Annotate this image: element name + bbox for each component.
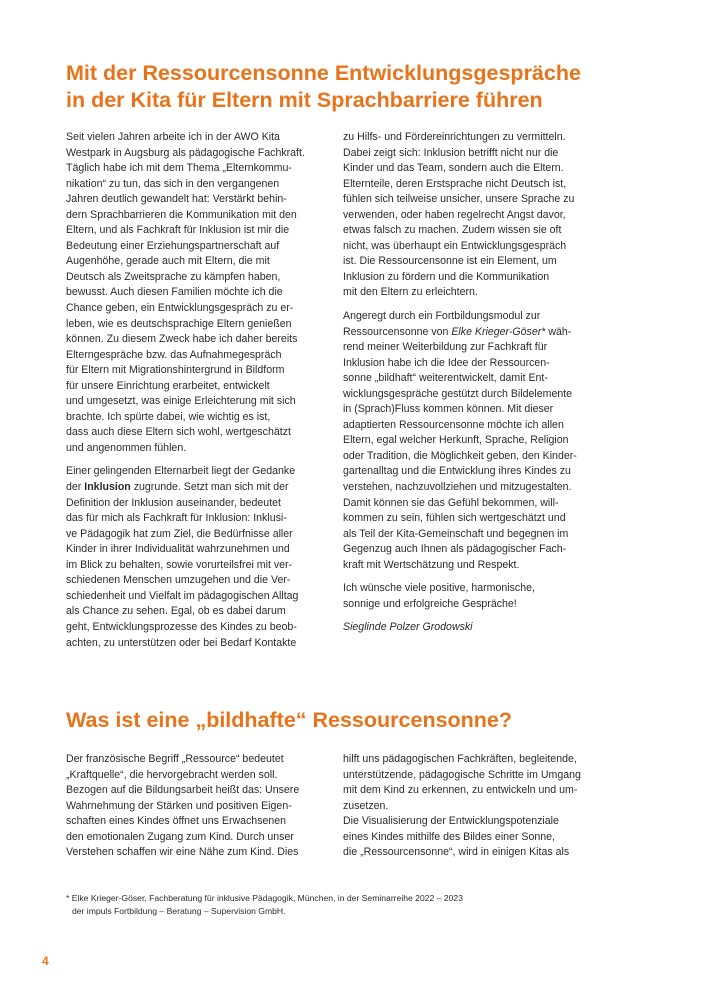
footnote-line-2: der impuls Fortbildung – Beratung – Supervision GmbH.: [72, 905, 286, 916]
paragraph-intro: Seit vielen Jahren arbeite ich in der AWO Kita Westpark in Augsburg als pädagogische Fachkraft. Täglich habe ich mit dem Thema „Elternkommu- nikation“ zu tun, das sich in den vergangenen Jahren deutlich gewandelt hat: Verstärkt behin- dern Sprachbarrieren die Kommunikation mit den Eltern, und als Fachkraft für Inklusion ist mir die Bedeutung einer Erziehungspartnerschaft auf Augenhöhe, gerade auch mit Eltern, die mit Deutsch als Zweitsprache zu kämpfen haben, bewusst. Auch diesen Familien möchte ich die Chance geben, ein Entwicklungsgespräch zu er- leben, wie es deutschsprachige Eltern genießen können. Zu diesem Zweck habe ich daher bereits Elterngespräche bzw. das Aufnahmegespräch für Eltern mit Migrationshintergrund in Bildform für unsere Einrichtung erarbeitet, entwickelt und umgesetzt, was einige Erleichterung mit sich brachte. Ich spürte dabei, wie wichtig es ist, dass auch diese Eltern sich wohl, wertgeschätzt und angenommen fühlen.: [66, 131, 305, 454]
author-signature: Sieglinde Polzer Grodowski: [343, 621, 473, 634]
paragraph-ressourcensonne: Angeregt durch ein Fortbildungsmodul zur Ressourcensonne von Elke Krieger-Göser* wäh- rend meiner Weiterbildung zur Fachkraft für Inklusion habe ich die Idee der Ressourcen- sonne „bildhaft“ weiterentwickelt, damit Ent- wicklungsgespräche gestützt durch Bildelemente in (Sprach)Fluss kommen können. Mit dieser adaptierten Ressourcensonne möchte ich allen Eltern, egal welcher Herkunft, Sprache, Religion oder Tradition, die Möglichkeit geben, den Kinder- gartenalltag und die Entwicklung ihres Kindes zu verstehen, nachzuvollziehen und mitzugestalten. Damit können sie das Gefühl bekommen, will- kommen zu sein, fühlen sich wertgeschätzt und als Teil der Kita-Gemeinschaft und begegnen im Gegenzug auch Ihnen als pädagogischer Fach- kraft mit Wertschätzung und Respekt.: [343, 310, 577, 571]
page-title-line-2: in der Kita für Eltern mit Sprachbarriere führen: [66, 88, 543, 112]
paragraph-wishes: Ich wünsche viele positive, harmonische, sonnige und erfolgreiche Gespräche!: [343, 582, 535, 610]
paragraph-inclusion: Einer gelingenden Elternarbeit liegt der Gedanke der Inklusion zugrunde. Setzt man sich mit der Definition der Inklusion auseinander, bedeutet das für mich als Fachkraft für Inklusion: Inklusi- ve Pädagogik hat zum Ziel, die Bedürfnisse aller Kinder in ihrer Individualität wahrzunehmen und im Blick zu behalten, sowie vorurteilsfrei mit ver- schiedenen Menschen umzugehen und die Ver- schiedenheit und Vielfalt im pädagogischen Alltag als Chance zu sehen. Egal, ob es dabei darum geht, Entwicklungsprozesse des Kindes zu beob- achten, zu unterstützen oder bei Bedarf Kontakte: [66, 465, 299, 649]
section-heading: Was ist eine „bildhafte“ Ressourcensonne?: [66, 708, 513, 732]
author-reference: Elke Krieger-Göser*: [451, 325, 546, 338]
inclusion-bold: Inklusion: [84, 481, 131, 494]
page-title: [66, 60, 646, 114]
section2-column-1: Der französische Begriff „Ressource“ bedeutet „Kraftquelle“, die hervorgebracht werden soll. Bezogen auf die Bildungsarbeit heißt das: Unsere Wahrnehmung der Stärken und positiven Eigen- schaften eines Kindes öffnet uns Erwachsenen den emotionalen Zugang zum Kind. Durch unser Verstehen schaffen wir eine Nähe zum Kind. Dies: [66, 753, 300, 859]
section2-column-2: hilft uns pädagogischen Fachkräften, begleitende, unterstützende, pädagogische Schritte im Umgang mit dem Kind zu erkennen, zu entwickeln und um- zusetzen. Die Visualisierung der Entwicklungspotenziale eines Kindes mithilfe des Bildes einer Sonne, die „Ressourcensonne“, wird in einigen Kitas als: [343, 753, 581, 859]
paragraph-inclusion-continued: zu Hilfs- und Fördereinrichtungen zu vermitteln. Dabei zeigt sich: Inklusion betrifft nicht nur die Kinder und das Team, sondern auch die Eltern. Elternteile, deren Erstsprache nicht Deutsch ist, fühlen sich teilweise unsicher, unsere Sprache zu verwenden, oder haben regelrecht Angst davor, etwas falsch zu machen. Zudem wissen sie oft nicht, was überhaupt ein Entwicklungsgespräch ist. Die Ressourcensonne ist ein Element, um Inklusion zu fördern und die Kommunikation mit den Eltern zu erleichtern.: [343, 131, 575, 299]
footnote-line-1: * Elke Krieger-Göser, Fachberatung für inklusive Pädagogik, München, in der Seminarreihe 2022 – 2023: [66, 893, 463, 903]
footnote: [66, 892, 463, 917]
page-title-line-1: Mit der Ressourcensonne Entwicklungsgespräche: [66, 61, 581, 85]
page-number: 4: [42, 954, 49, 968]
section1-column-1: [66, 130, 326, 651]
section1-column-2: [343, 130, 623, 636]
